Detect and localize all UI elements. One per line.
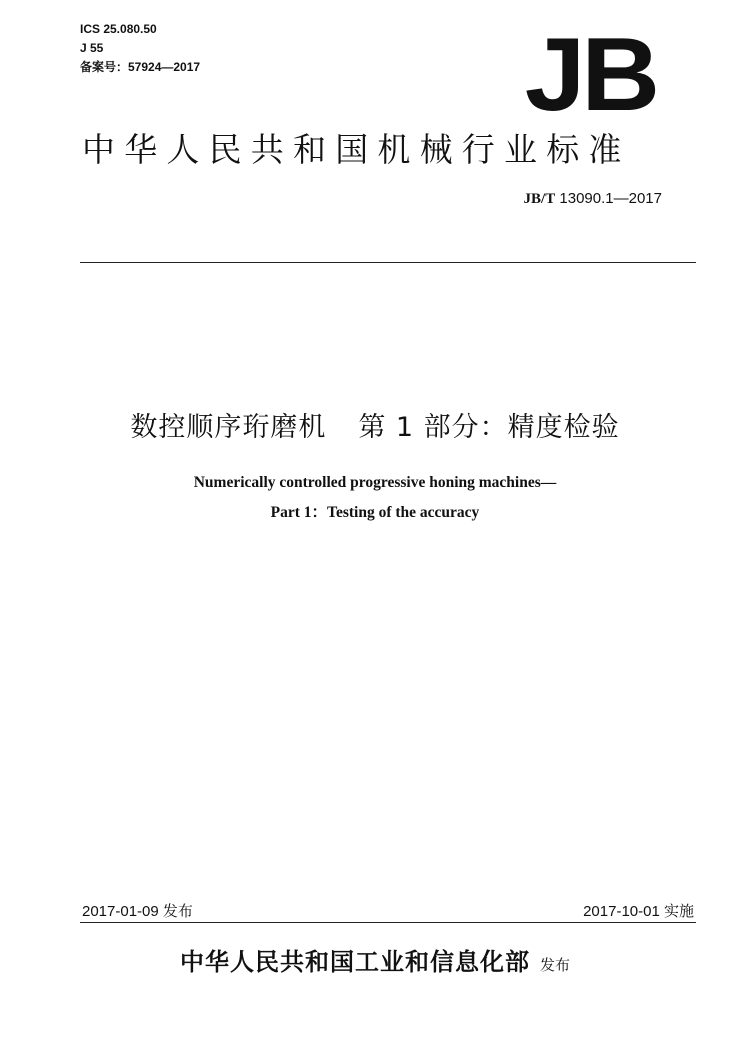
title-chinese	[0, 405, 750, 444]
divider-top	[80, 262, 696, 263]
standard-number	[524, 190, 662, 208]
title-english-line-1: Numerically controlled progressive honing machines—	[193, 474, 557, 491]
publisher-suffix: 发布	[539, 956, 570, 974]
publisher-name: 中华人民共和国工业和信息化部	[179, 948, 530, 976]
standard-number-prefix: JB/T	[523, 191, 556, 207]
standard-number-value: 13090.1—2017	[555, 190, 662, 207]
jb-logo-text: JB	[524, 30, 656, 118]
title-chinese-main: 数控顺序珩磨机	[130, 412, 327, 443]
implementation-date: 2017-10-01 实施	[583, 903, 694, 920]
title-english-line-2: Part 1：Testing of the accuracy	[270, 504, 480, 521]
issue-date: 2017-01-09 发布	[82, 903, 193, 920]
divider-bottom	[80, 922, 696, 923]
publisher	[0, 942, 750, 977]
j-code: J 55	[80, 41, 104, 55]
jb-logo	[520, 30, 660, 118]
classification-codes	[80, 20, 200, 77]
ics-code: ICS 25.080.50	[80, 22, 157, 36]
title-chinese-part: 第 1 部分：精度检验	[358, 412, 620, 443]
filing-number: 备案号：57924—2017	[80, 60, 201, 74]
org-title: 中华人民共和国机械行业标准	[82, 130, 631, 169]
